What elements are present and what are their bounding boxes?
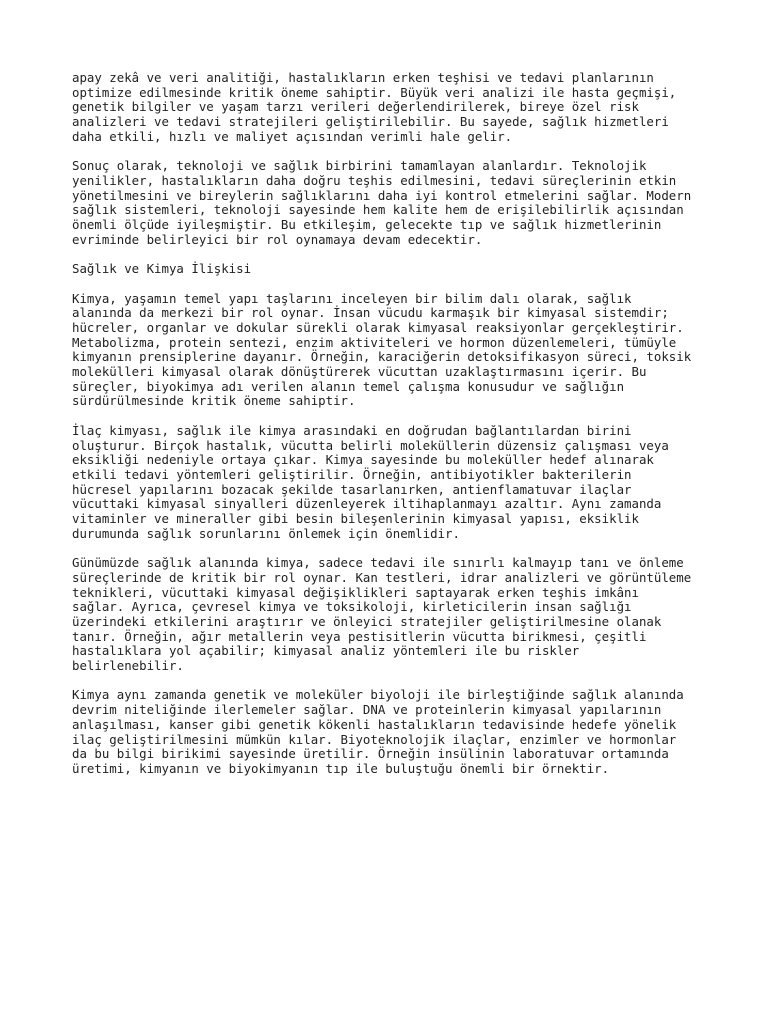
text-line: devrim niteliğinde ilerlemeler sağlar. DNA ve proteinlerin kimyasal yapılarının (72, 702, 662, 718)
paragraph-drug-chemistry (72, 424, 712, 542)
text-line: Günümüzde sağlık alanında kimya, sadece tedavi ile sınırlı kalmayıp tanı ve önleme (72, 555, 684, 571)
text-line: yönetilmesini ve bireylerin sağlıklarını daha iyi kontrol etmelerini sağlar. Modern (72, 187, 692, 203)
text-line: üzerindeki etkilerini araştırır ve önleyici stratejiler geliştirilmesine olanak (72, 613, 662, 629)
text-line: sürdürülmesinde kritik öneme sahiptir. (72, 393, 356, 409)
text-line: sağlar. Ayrıca, çevresel kimya ve toksikoloji, kirleticilerin insan sağlığı (72, 599, 632, 615)
paragraph-chemistry-basics (72, 292, 712, 410)
text-line: önemli ölçüde iyileşmiştir. Bu etkileşim, gelecekte tıp ve sağlık hizmetlerinin (72, 217, 662, 233)
text-line: Sonuç olarak, teknoloji ve sağlık birbirini tamamlayan alanlardır. Teknolojik (72, 158, 647, 174)
text-line: Kimya, yaşamın temel yapı taşlarını inceleyen bir bilim dalı olarak, sağlık (72, 290, 632, 306)
text-line: anlaşılması, kanser gibi genetik kökenli hastalıkların tedavisinde hedefe yönelik (72, 716, 677, 732)
text-line: genetik bilgiler ve yaşam tarzı verileri değerlendirilerek, bireye özel risk (72, 99, 639, 115)
text-line: analizleri ve tedavi stratejileri geliştirilebilir. Bu sayede, sağlık hizmetleri (72, 114, 669, 130)
text-line: apay zekâ ve veri analitiği, hastalıkların erken teşhisi ve tedavi planlarının (72, 70, 654, 85)
document-body (72, 71, 712, 791)
text-line: molekülleri kimyasal olarak dönüştürerek vücuttan uzaklaştırmasını içerir. Bu (72, 364, 647, 380)
paragraph-diagnosis-prevention (72, 556, 712, 674)
text-line: teknikleri, vücuttaki kimyasal değişiklikleri saptayarak erken teşhis imkânı (72, 584, 639, 600)
text-line: Metabolizma, protein sentezi, enzim aktiviteleri ve hormon düzenlemeleri, tümüyle (72, 334, 677, 350)
text-line: İlaç kimyası, sağlık ile kimya arasındaki en doğrudan bağlantılardan birini (72, 422, 632, 438)
text-line: da bu bilgi birikimi sayesinde üretilir. Örneğin insülinin laboratuvar ortamında (72, 746, 669, 762)
text-line: süreçler, biyokimya adı verilen alanın temel çalışma konusudur ve sağlığın (72, 378, 625, 394)
text-line: ilaç geliştirilmesini mümkün kılar. Biyoteknolojik ilaçlar, enzimler ve hormonlar (72, 731, 677, 747)
text-line: etkili tedavi yöntemleri geliştirilir. Örneğin, antibiyotikler bakterilerin (72, 466, 632, 482)
text-line: yenilikler, hastalıkların daha doğru teşhis edilmesini, tedavi süreçlerinin etkin (72, 172, 677, 188)
text-line: tanır. Örneğin, ağır metallerin veya pestisitlerin vücutta birikmesi, çeşitli (72, 628, 647, 644)
text-line: vücuttaki kimyasal sinyalleri düzenleyerek iltihaplanmayı azaltır. Aynı zamanda (72, 496, 662, 512)
text-line: üretimi, kimyanın ve biyokimyanın tıp ile buluştuğu önemli bir örnektir. (72, 760, 610, 776)
text-line: oluşturur. Birçok hastalık, vücutta belirli moleküllerin düzensiz çalışması veya (72, 437, 669, 453)
text-line: hücreler, organlar ve dokular sürekli olarak kimyasal reaksiyonlar gerçekleştirir. (72, 319, 684, 335)
section-heading: Sağlık ve Kimya İlişkisi (72, 261, 252, 277)
text-line: Kimya aynı zamanda genetik ve moleküler biyoloji ile birleştiğinde sağlık alanında (72, 687, 684, 703)
text-line: evriminde belirleyici bir rol oynamaya devam edecektir. (72, 231, 483, 247)
text-line: hastalıklara yol açabilir; kimyasal analiz yöntemleri ile bu riskler (72, 643, 580, 659)
text-line: durumunda sağlık sorunlarını önlemek için önemlidir. (72, 525, 460, 541)
text-line: eksikliği nedeniyle ortaya çıkar. Kimya sayesinde bu moleküller hedef alınarak (72, 452, 654, 468)
text-line: süreçlerinde de kritik bir rol oynar. Kan testleri, idrar analizleri ve görüntüleme (72, 569, 692, 585)
text-line: belirlenebilir. (72, 658, 184, 674)
text-line: alanında da merkezi bir rol oynar. İnsan vücudu karmaşık bir kimyasal sistemdir; (72, 305, 669, 321)
text-line: hücresel yapılarını bozacak şekilde tasarlanırken, antienflamatuvar ilaçlar (72, 481, 632, 497)
text-line: sağlık sistemleri, teknoloji sayesinde hem kalite hem de erişilebilirlik açısından (72, 202, 684, 218)
text-line: optimize edilmesinde kritik öneme sahiptir. Büyük veri analizi ile hasta geçmişi, (72, 84, 677, 100)
text-line: vitaminler ve mineraller gibi besin bileşenlerinin kimyasal yapısı, eksiklik (72, 511, 639, 527)
paragraph-conclusion (72, 159, 712, 247)
text-line: daha etkili, hızlı ve maliyet açısından verimli hale gelir. (72, 128, 513, 144)
text-line: kimyanın prensiplerine dayanır. Örneğin, karaciğerin detoksifikasyon süreci, toksik (72, 349, 692, 365)
paragraph-ai-data-analytics (72, 71, 712, 145)
paragraph-genetics-biotech (72, 688, 712, 776)
